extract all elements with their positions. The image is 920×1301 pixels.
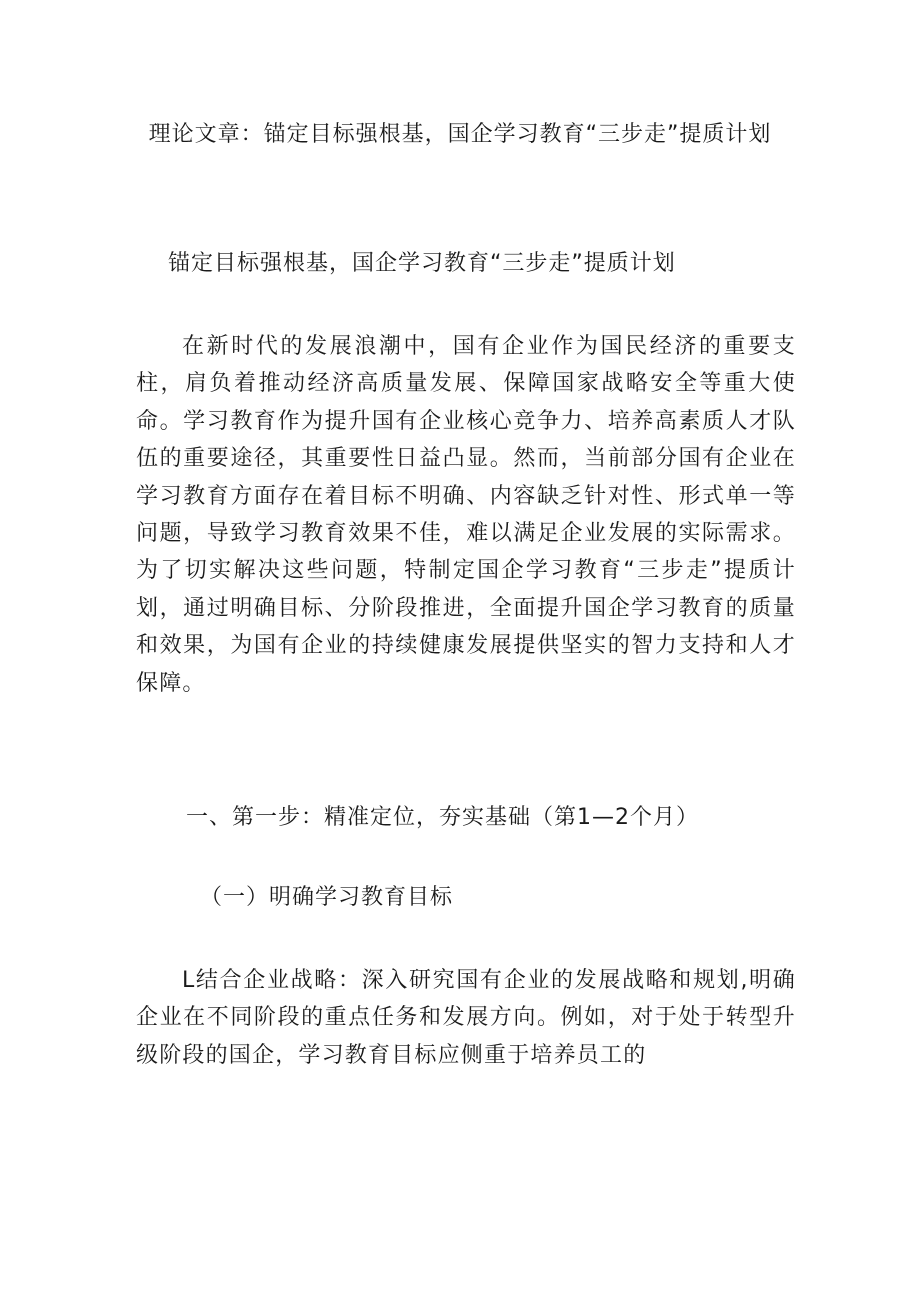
item-paragraph-1: L结合企业战略：深入研究国有企业的发展战略和规划,明确企业在不同阶段的重点任务和发展方向。例如，对于处于转型升级阶段的国企，学习教育目标应侧重于培养员工的 bbox=[136, 968, 796, 1068]
document-title: 理论文章：锚定目标强根基，国企学习教育“三步走”提质计划 bbox=[148, 122, 772, 147]
document-subtitle: 锚定目标强根基，国企学习教育“三步走”提质计划 bbox=[168, 251, 676, 276]
subsection-heading-1: （一）明确学习教育目标 bbox=[200, 885, 454, 910]
section-heading-step1: 一、第一步：精准定位，夯实基础（第1—2个月） bbox=[186, 805, 699, 830]
intro-paragraph: 在新时代的发展浪潮中，国有企业作为国民经济的重要支柱，肩负着推动经济高质量发展、保障国家战略安全等重大使命。学习教育作为提升国有企业核心竞争力、培养高素质人才队伍的重要途径，其重要性日益凸显。然而，当前部分国有企业在学习教育方面存在着目标不明确、内容缺乏针对性、形式单一等问题，导致学习教育效果不佳，难以满足企业发展的实际需求。为了切实解决这些问题，特制定国企学习教育“三步走”提质计划，通过明确目标、分阶段推进，全面提升国企学习教育的质量和效果，为国有企业的持续健康发展提供坚实的智力支持和人才保障。 bbox=[136, 334, 796, 696]
